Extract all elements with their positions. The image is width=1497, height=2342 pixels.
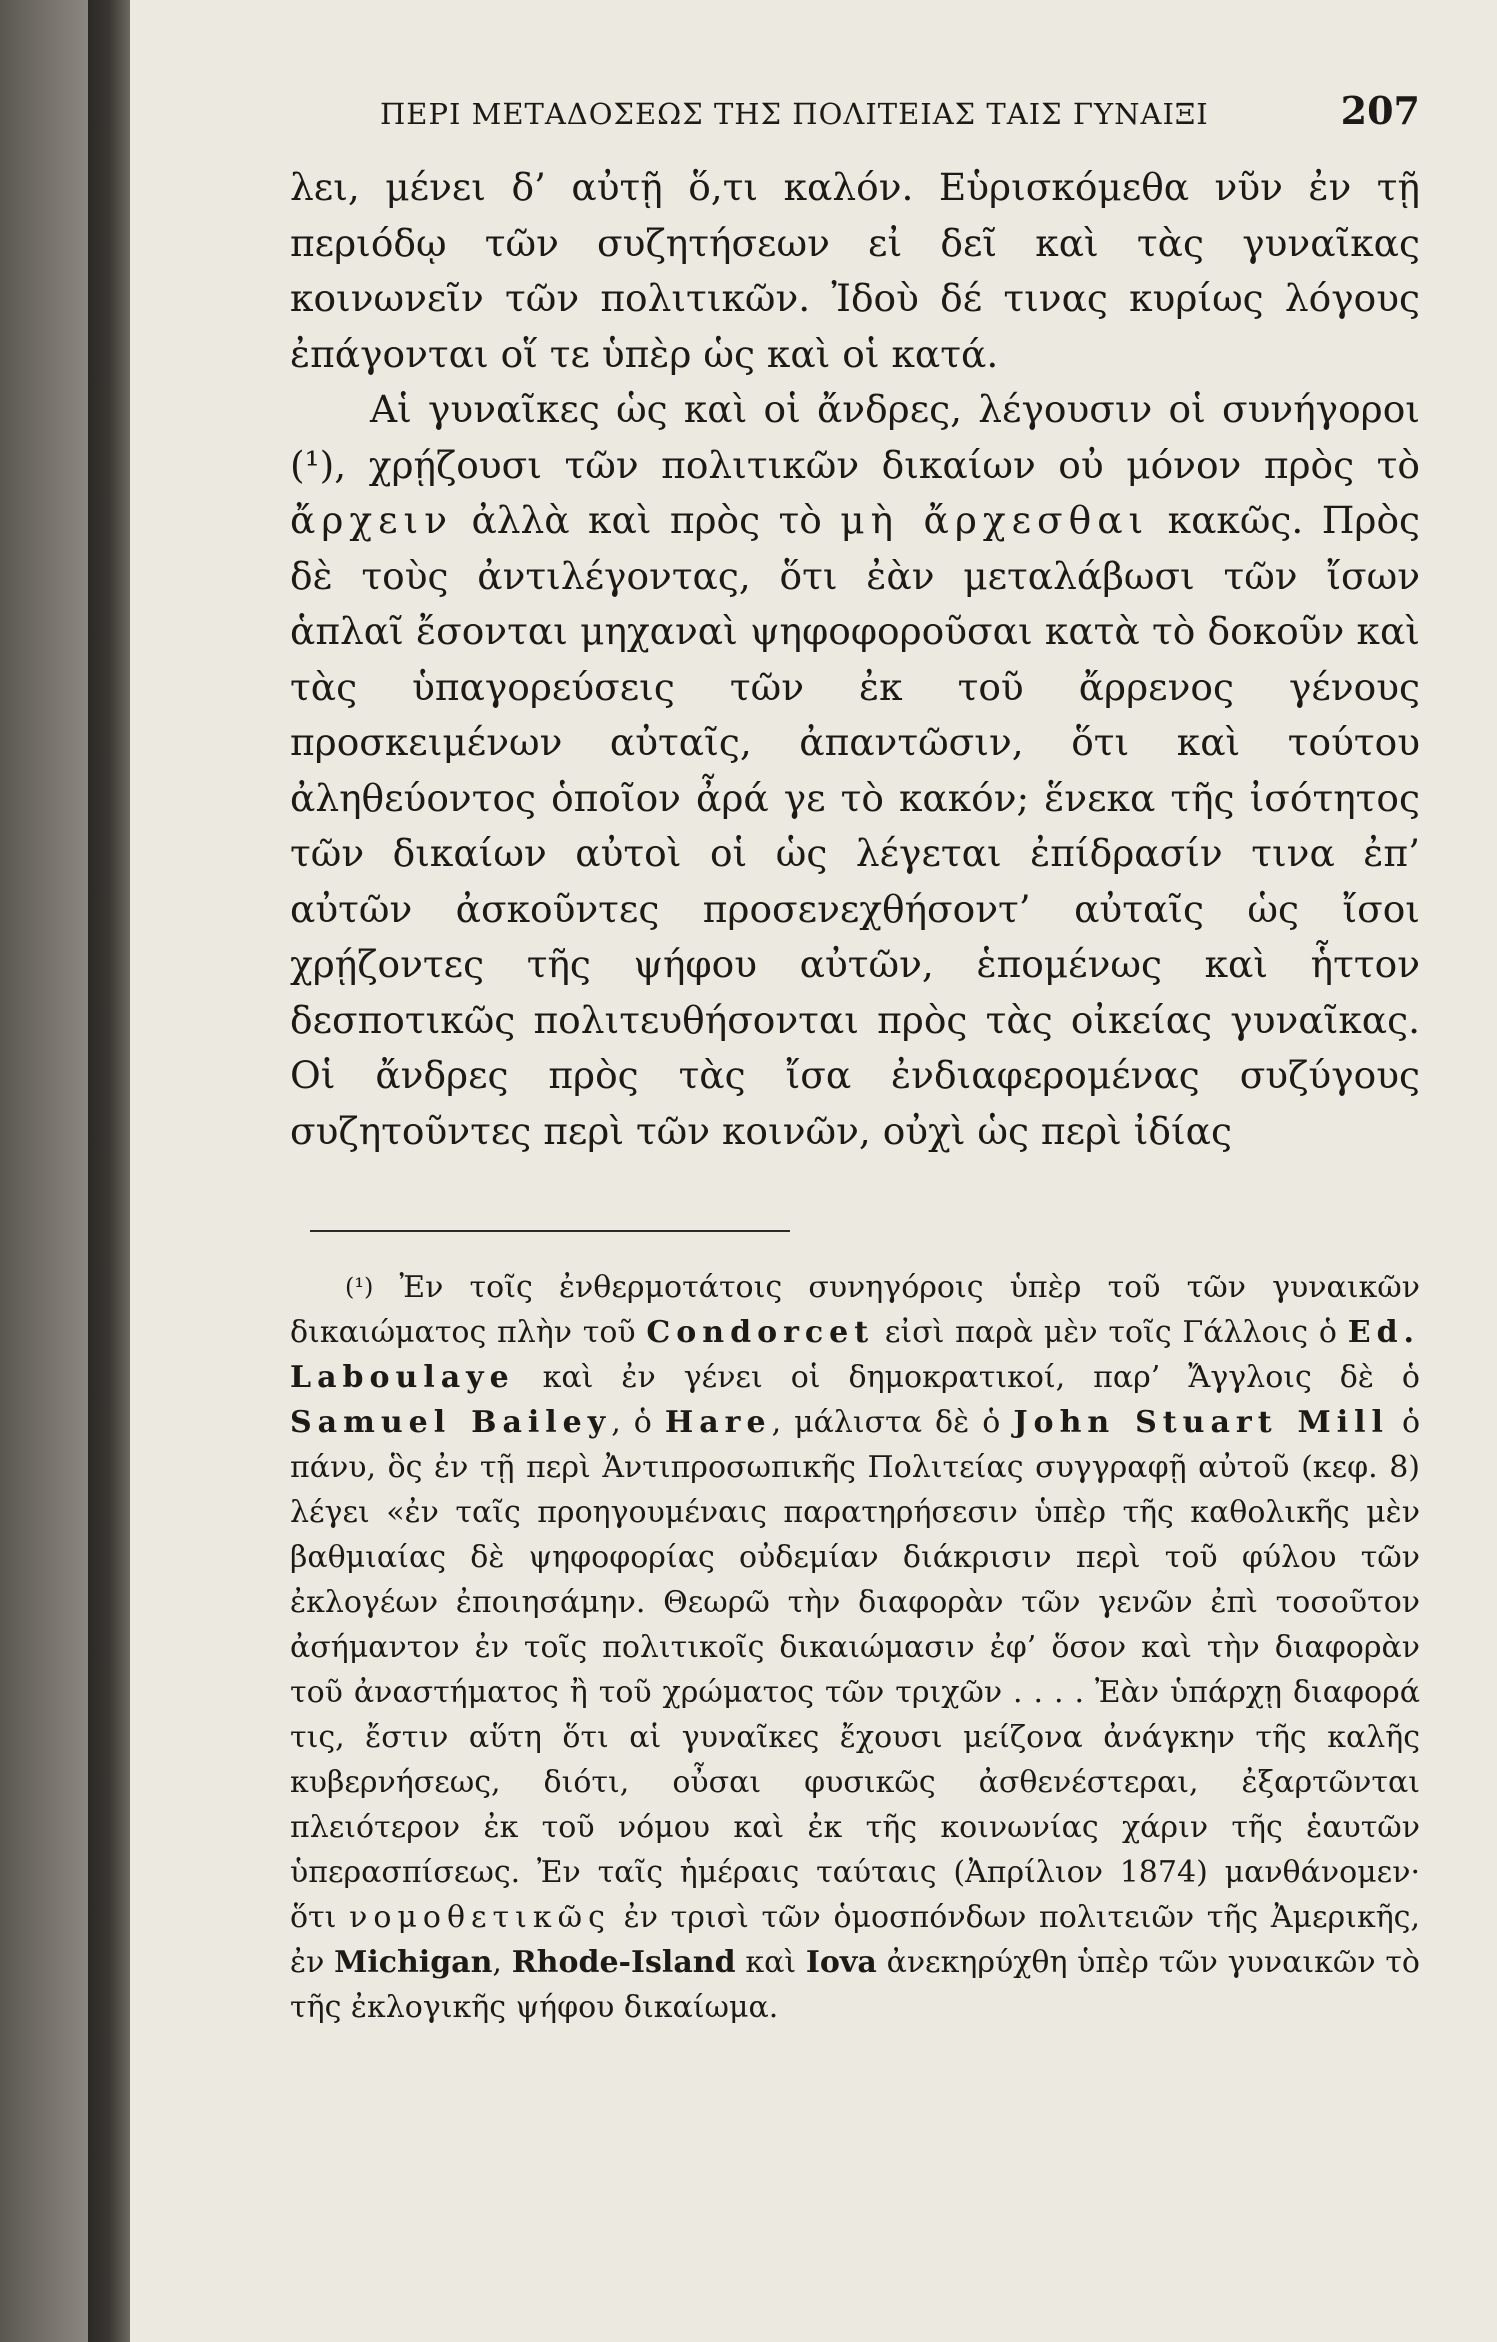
footnote-text-1: Ἐν τοῖς ἐνθερμοτάτοις συνηγόροις ὑπὲρ τοῦ τῶν γυναικῶν δικαιώματος πλὴν τοῦ (290, 1270, 1420, 1350)
paragraph-2-part-d: κακῶς. Πρὸς δὲ τοὺς ἀντιλέγοντας, ὅτι ἐὰν μεταλάβωσι τῶν ἴσων ἁπλαῖ ἔσονται μηχαναὶ ψηφοφοροῦσαι κατὰ τὸ δοκοῦν καὶ τὰς ὑπαγορεύσεις τῶν ἐκ τοῦ ἄρρενος γένους προσκειμένων αὐταῖς, ἀπαντῶσιν, ὅτι καὶ τούτου ἀληθεύοντος ὁποῖον ἆρά γε τὸ κακόν; ἕνεκα τῆς ἰσότητος τῶν δικαίων αὐτοὶ οἱ ὡς λέγεται ἐπίδρασίν τινα ἐπ’ αὐτῶν ἀσκοῦντες προσενεχθήσοντ’ αὐταῖς ὡς ἴσοι χρῄζοντες τῆς ψήφου αὐτῶν, ἑπομένως καὶ ἧττον δεσποτικῶς πολιτευθήσονται πρὸς τὰς οἰκείας γυναῖκας. Οἱ ἄνδρες πρὸς τὰς ἴσα ἐνδιαφερομένας συζύγους συζητοῦντες περὶ τῶν κοινῶν, οὐχὶ ὡς περὶ ἰδίας (290, 498, 1421, 1153)
footnote-text-6: ὁ πάνυ, ὃς ἐν τῇ περὶ (290, 1405, 1421, 1485)
footnote-reference: (¹) (290, 442, 335, 487)
name-mill: John Stuart Mill (1013, 1405, 1389, 1440)
emphasis-me-archesthai: μὴ ἄρχεσθαι (840, 498, 1150, 542)
main-text (290, 160, 1420, 1159)
work-title: Ἀντιπροσωπικῆς Πολιτείας (602, 1450, 1024, 1485)
footnote-text-5: , μάλιστα δὲ ὁ (771, 1405, 1001, 1440)
paragraph-2 (290, 382, 1420, 1159)
paragraph-2-part-b: , χρῄζουσι τῶν πολιτικῶν δικαίων οὐ μόνον πρὸς τὸ (334, 442, 1420, 487)
paragraph-2-part-a: Αἱ γυναῖκες ὡς καὶ οἱ ἄνδρες, λέγουσιν οἱ συνήγοροι (370, 387, 1420, 431)
footnote-text-7: συγγραφῇ αὐτοῦ (κεφ. 8) λέγει «ἐν ταῖς προηγουμέναις παρατηρήσεσιν ὑπὲρ τῆς καθολικῆς μὲν βαθμιαίας δὲ ψηφοφορίας οὐδεμίαν διάκρισιν περὶ τοῦ φύλου τῶν ἐκλογέων ἐποιησάμην. Θεωρῶ τὴν διαφορὰν τῶν γενῶν ἐπὶ τοσοῦτον ἀσήμαντον ἐν τοῖς πολιτικοῖς δικαιώμασιν ἐφ’ ὅσον καὶ τὴν διαφορὰν τοῦ ἀναστήματος ἢ τοῦ χρώματος τῶν τριχῶν . . . . Ἐὰν ὑπάρχῃ διαφορά τις, ἔστιν αὕτη ὅτι αἱ γυναῖκες ἔχουσι μείζονα ἀνάγκην τῆς καλῆς κυβερνήσεως, διότι, οὖσαι φυσικῶς ἀσθενέστεραι, ἐξαρτῶνται πλειότερον ἐκ τοῦ νόμου καὶ ἐκ τῆς κοινωνίας χάριν τῆς ἑαυτῶν ὑπερασπίσεως. Ἐν ταῖς ἡμέραις ταύταις (Ἀπρίλιον 1874) μανθάνομεν· ὅτι (290, 1450, 1421, 1935)
footnote-text-4: , ὁ (611, 1405, 652, 1440)
footnote-paragraph (290, 1265, 1420, 2030)
name-michigan: Michigan (334, 1945, 493, 1980)
name-iova: Iova (805, 1945, 877, 1980)
footnote-rule (310, 1230, 790, 1232)
name-condorcet: Condorcet (646, 1315, 875, 1350)
footnote-text-10: καὶ (745, 1945, 797, 1980)
footnote-text-11: ἀνεκηρύχθη ὑπὲρ τῶν γυναικῶν τὸ τῆς ἐκλογικῆς ψήφου δικαίωμα. (290, 1945, 1420, 2025)
name-laboulaye: Ed. Laboulaye (290, 1315, 1420, 1395)
footnote-text-9: , (492, 1945, 502, 1980)
running-title: ΠΕΡΙ ΜΕΤΑΔΟΣΕΩΣ ΤΗΣ ΠΟΛΙΤΕΙΑΣ ΤΑΙΣ ΓΥΝΑΙΞΙ (380, 97, 1209, 131)
name-bailey: Samuel Bailey (290, 1405, 612, 1440)
paragraph-2-part-c: ἀλλὰ καὶ πρὸς τὸ (471, 498, 822, 542)
footnote-marker: (¹) (345, 1273, 374, 1301)
name-hare: Hare (664, 1405, 772, 1440)
book-edge (0, 0, 88, 2342)
footnote-text-2: εἰσὶ παρὰ μὲν τοῖς Γάλλοις ὁ (884, 1315, 1337, 1350)
page-number: 207 (1340, 88, 1420, 133)
book-gutter-shadow (88, 0, 130, 2342)
page-header (380, 88, 1420, 136)
emphasis-archein: ἄρχειν (290, 498, 454, 542)
name-rhode-island: Rhode-Island (511, 1945, 736, 1980)
footnote-text-3: καὶ ἐν γένει οἱ δημοκρατικοί, παρ’ Ἄγγλοις δὲ ὁ (542, 1360, 1420, 1395)
emphasis-nomothetikos: νομοθετικῶς (349, 1900, 611, 1935)
footnote-text-8: ἐν τρισὶ τῶν ὁμοσπόνδων πολιτειῶν τῆς Ἀμερικῆς, ἐν (290, 1900, 1421, 1980)
paragraph-1: λει, μένει δ’ αὐτῇ ὅ,τι καλόν. Εὑρισκόμεθα νῦν ἐν τῇ περιόδῳ τῶν συζητήσεων εἰ δεῖ καὶ τὰς γυναῖκας κοινωνεῖν τῶν πολιτικῶν. Ἰδοὺ δέ τινας κυρίως λόγους ἐπάγονται οἵ τε ὑπὲρ ὡς καὶ οἱ κατά. (290, 165, 1420, 376)
footnote (290, 1265, 1420, 2030)
